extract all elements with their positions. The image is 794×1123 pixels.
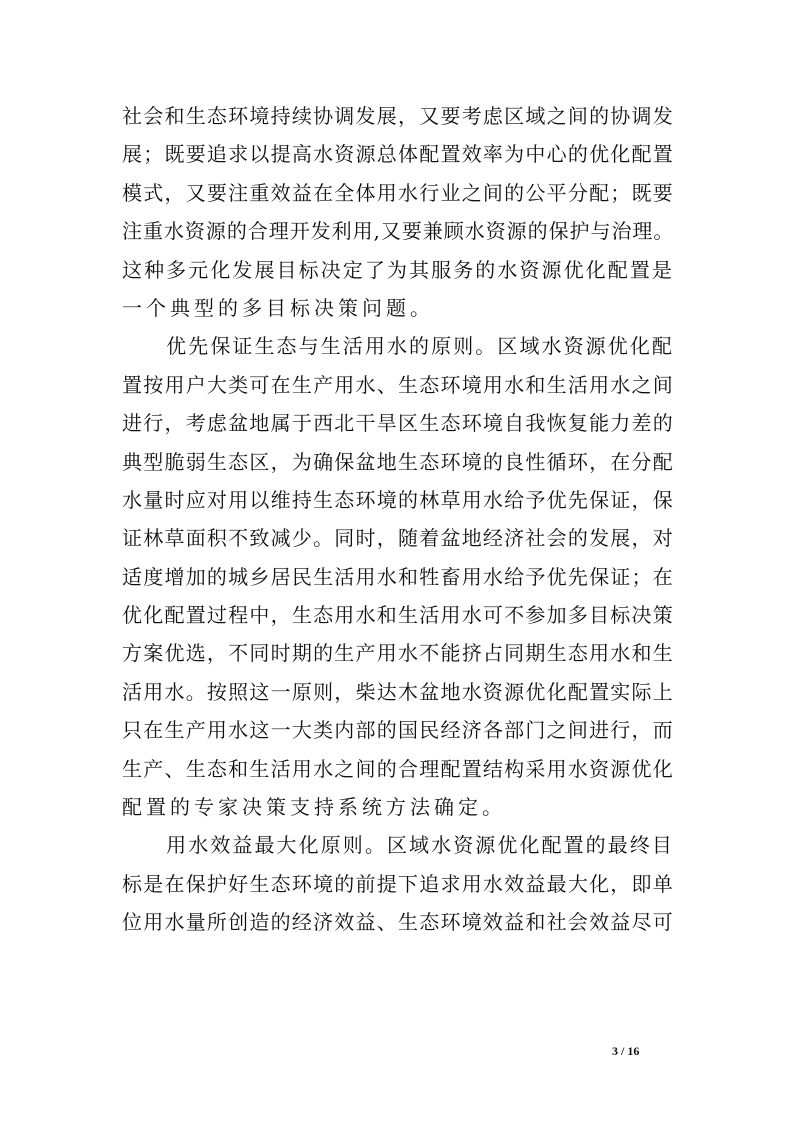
text-line: 生产、生态和生活用水之间的合理配置结构采用水资源优化 (122, 756, 674, 781)
text-line: 配置的专家决策支持系统方法确定。 (122, 795, 506, 820)
text-line: 展；既要追求以提高水资源总体配置效率为中心的优化配置 (122, 142, 674, 167)
text-line: 方案优选，不同时期的生产用水不能挤占同期生态用水和生 (122, 641, 674, 666)
text-line: 水量时应对用以维持生态环境的林草用水给予优先保证，保 (122, 487, 674, 512)
text-line: 用水效益最大化原则。区域水资源优化配置的最终目 (122, 833, 674, 858)
page-number: 3 / 16 (612, 1044, 640, 1058)
text-line: 典型脆弱生态区，为确保盆地生态环境的良性循环，在分配 (122, 449, 674, 474)
text-line: 注重水资源的合理开发利用,又要兼顾水资源的保护与治理。 (122, 219, 675, 244)
text-line: 一个典型的多目标决策问题。 (122, 295, 434, 320)
text-line: 优化配置过程中，生态用水和生活用水可不参加多目标决策 (122, 603, 674, 628)
text-line: 进行，考虑盆地属于西北干旱区生态环境自我恢复能力差的 (122, 411, 674, 436)
body-text (122, 97, 674, 942)
text-line: 优先保证生态与生活用水的原则。区域水资源优化配 (122, 334, 674, 359)
text-line: 活用水。按照这一原则，柴达木盆地水资源优化配置实际上 (122, 679, 674, 704)
text-line: 标是在保护好生态环境的前提下追求用水效益最大化，即单 (122, 871, 674, 896)
text-line: 模式，又要注重效益在全体用水行业之间的公平分配；既要 (122, 180, 674, 205)
text-line: 证林草面积不致减少。同时，随着盆地经济社会的发展，对 (122, 526, 674, 551)
text-line: 只在生产用水这一大类内部的国民经济各部门之间进行，而 (122, 718, 674, 743)
text-line: 这种多元化发展目标决定了为其服务的水资源优化配置是 (122, 257, 674, 282)
text-line: 置按用户大类可在生产用水、生态环境用水和生活用水之间 (122, 372, 674, 397)
text-line: 社会和生态环境持续协调发展，又要考虑区域之间的协调发 (122, 104, 674, 128)
text-line: 位用水量所创造的经济效益、生态环境效益和社会效益尽可 (122, 910, 674, 935)
text-line: 适度增加的城乡居民生活用水和牲畜用水给予优先保证；在 (122, 564, 674, 589)
